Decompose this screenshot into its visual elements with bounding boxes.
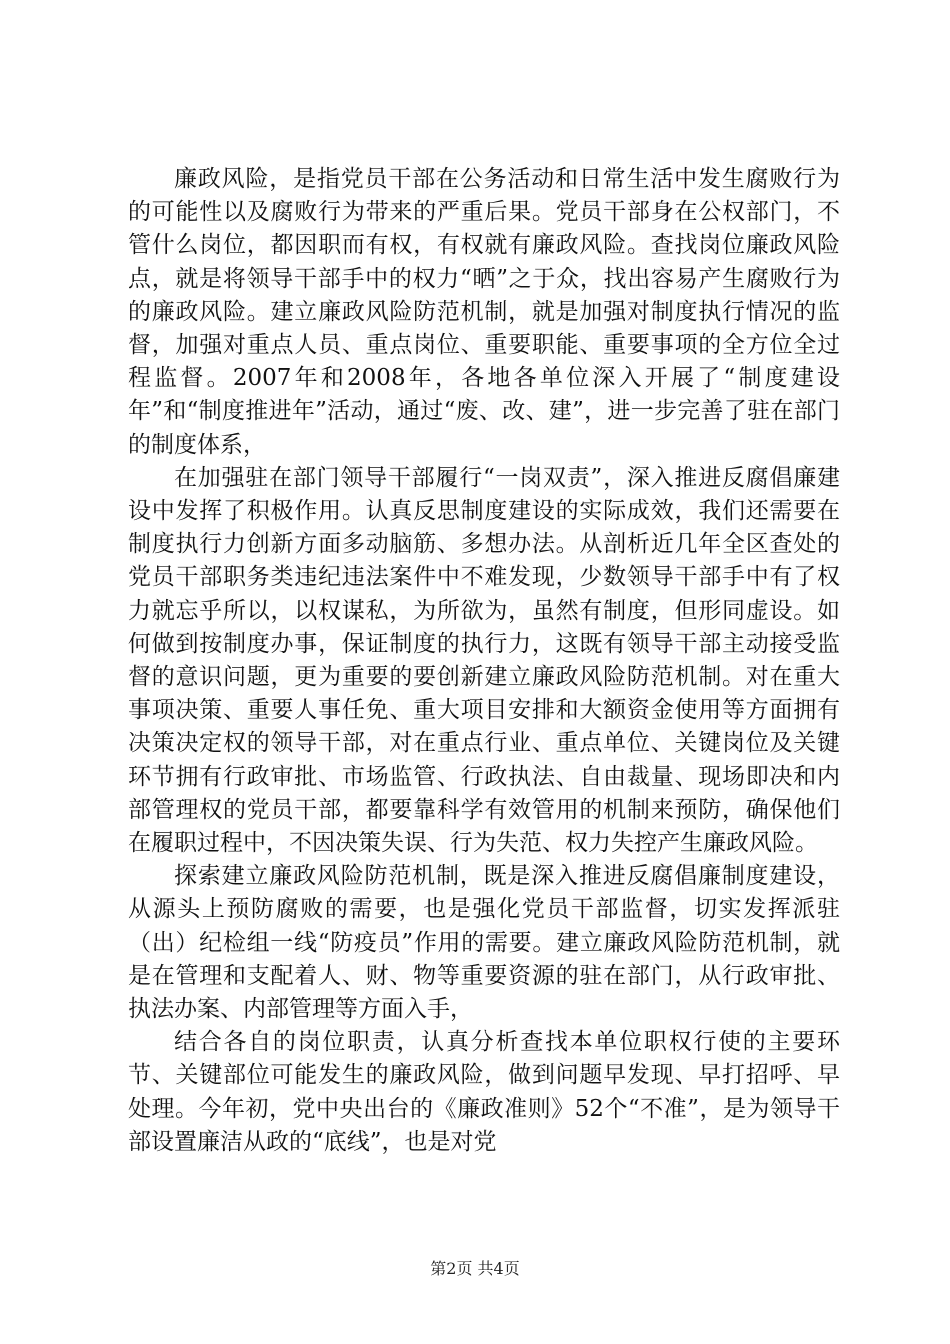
paragraph-4: 结合各自的岗位职责，认真分析查找本单位职权行使的主要环节、关键部位可能发生的廉政风险，做到问题早发现、早打招呼、早处理。今年初，党中央出台的《廉政准则》52个“不准”，是为领导干部设置廉洁从政的“底线”，也是对党: [128, 1029, 840, 1155]
paragraph-3: 探索建立廉政风险防范机制，既是深入推进反腐倡廉制度建设，从源头上预防腐败的需要，也是强化党员干部监督，切实发挥派驻（出）纪检组一线“防疫员”作用的需要。建立廉政风险防范机制，就是在管理和支配着人、财、物等重要资源的驻在部门，从行政审批、执法办案、内部管理等方面入手，: [128, 863, 840, 1023]
page-footer: 第2页 共4页: [430, 1259, 520, 1278]
paragraph-2: 在加强驻在部门领导干部履行“一岗双责”，深入推进反腐倡廉建设中发挥了积极作用。认真反思制度建设的实际成效，我们还需要在制度执行力创新方面多动脑筋、多想办法。从剖析近几年全区查处的党员干部职务类违纪违法案件中不难发现，少数领导干部手中有了权力就忘乎所以，以权谋私，为所欲为，虽然有制度，但形同虚设。如何做到按制度办事，保证制度的执行力，这既有领导干部主动接受监督的意识问题，更为重要的要创新建立廉政风险防范机制。对在重大事项决策、重要人事任免、重大项目安排和大额资金使用等方面拥有决策决定权的领导干部，对在重点行业、重点单位、关键岗位及关键环节拥有行政审批、市场监管、行政执法、自由裁量、现场即决和内部管理权的党员干部，都要靠科学有效管用的机制来预防，确保他们在履职过程中，不因决策失误、行为失范、权力失控产生廉政风险。: [128, 464, 840, 857]
paragraph-1: 廉政风险，是指党员干部在公务活动和日常生活中发生腐败行为的可能性以及腐败行为带来的严重后果。党员干部身在公权部门，不管什么岗位，都因职而有权，有权就有廉政风险。查找岗位廉政风险点，就是将领导干部手中的权力“晒”之于众，找出容易产生腐败行为的廉政风险。建立廉政风险防范机制，就是加强对制度执行情况的监督，加强对重点人员、重点岗位、重要职能、重要事项的全方位全过程监督。2007年和2008年，各地各单位深入开展了“制度建设年”和“制度推进年”活动，通过“废、改、建”，进一步完善了驻在部门的制度体系，: [128, 166, 840, 458]
document-body: [128, 163, 840, 1159]
